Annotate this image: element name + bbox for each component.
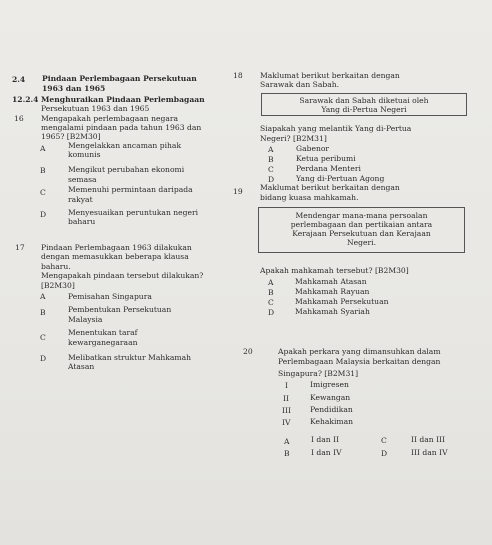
roman-numeral: I <box>285 381 288 390</box>
question-16-number: 16 <box>14 114 24 123</box>
option-text: Mahkamah Atasan <box>295 277 367 286</box>
subsection-number: 12.2.4 <box>12 95 39 104</box>
question-17-stem: dengan memasukkan beberapa klausa <box>41 252 189 261</box>
question-17-number: 17 <box>15 243 25 252</box>
question-18-stem: Negeri? [B2M31] <box>260 134 327 143</box>
item-text: Pendidikan <box>310 405 353 414</box>
option-letter: C <box>268 298 274 307</box>
option-text: baharu <box>68 217 96 226</box>
question-19-number: 19 <box>233 187 243 196</box>
option-letter: D <box>40 354 47 363</box>
item-text: Kewangan <box>310 393 351 402</box>
option-text: I dan II <box>311 435 340 444</box>
option-letter: A <box>40 292 46 301</box>
option-letter: D <box>40 210 47 219</box>
question-17-stem: baharu. <box>41 262 71 271</box>
question-17-stem: [B2M30] <box>41 281 75 290</box>
option-letter: B <box>268 288 274 297</box>
option-text: kewarganegaraan <box>68 338 138 347</box>
option-letter: A <box>40 144 46 153</box>
option-letter: C <box>381 436 387 445</box>
option-text: komunis <box>68 150 101 159</box>
option-text: II dan III <box>411 435 446 444</box>
subsection-title-line2: Persekutuan 1963 dan 1965 <box>41 104 150 113</box>
question-18-stem: Maklumat berikut berkaitan dengan <box>260 71 400 80</box>
option-text: Mahkamah Rayuan <box>295 287 370 296</box>
option-letter: C <box>40 188 46 197</box>
item-text: Imigresen <box>310 380 349 389</box>
option-letter: D <box>268 308 275 317</box>
question-16-stem: Mengapakah perlembagaan negara <box>41 114 179 123</box>
question-20-stem: Apakah perkara yang dimansuhkan dalam <box>278 347 441 356</box>
option-letter: C <box>268 165 274 174</box>
info-box-line: Sarawak dan Sabah diketuai oleh <box>299 96 429 105</box>
option-text: Perdana Menteri <box>296 164 361 173</box>
question-16-stem: mengalami pindaan pada tahun 1963 dan <box>41 123 202 132</box>
option-text: Pembentukan Persekutuan <box>68 305 172 314</box>
option-letter: D <box>268 175 275 184</box>
option-text: I dan IV <box>311 448 342 457</box>
option-letter: A <box>268 145 274 154</box>
option-letter: B <box>40 166 46 175</box>
option-letter: D <box>381 449 388 458</box>
option-text: Mahkamah Persekutuan <box>295 297 389 306</box>
subsection-title: Menghuraikan Pindaan Perlembagaan <box>41 95 205 104</box>
option-text: Menyesuaikan peruntukan negeri <box>68 208 199 217</box>
option-letter: B <box>284 449 290 458</box>
section-title-line2: 1963 dan 1965 <box>42 84 106 93</box>
info-box-line: Negeri. <box>347 238 376 247</box>
question-19-stem: Maklumat berikut berkaitan dengan <box>260 183 400 192</box>
question-17-stem: Pindaan Perlembagaan 1963 dilakukan <box>41 243 192 252</box>
question-18-stem: Sarawak dan Sabah. <box>260 80 340 89</box>
option-text: Mengelakkan ancaman pihak <box>68 141 182 150</box>
option-letter: B <box>40 308 46 317</box>
roman-numeral: II <box>283 394 289 403</box>
question-19-stem: Apakah mahkamah tersebut? [B2M30] <box>260 266 409 275</box>
option-letter: C <box>40 333 46 342</box>
option-text: Pemisahan Singapura <box>68 292 152 301</box>
option-text: Melibatkan struktur Mahkamah <box>68 353 191 362</box>
option-text: III dan IV <box>411 448 448 457</box>
question-18-number: 18 <box>233 71 243 80</box>
question-20-stem: Perlembagaan Malaysia berkaitan dengan <box>278 357 441 366</box>
option-letter: A <box>284 437 290 446</box>
question-17-stem: Mengapakah pindaan tersebut dilakukan? <box>41 271 204 280</box>
option-text: Gabenor <box>296 144 330 153</box>
section-number: 2.4 <box>12 75 26 84</box>
question-18-stem: Siapakah yang melantik Yang di-Pertua <box>260 124 412 133</box>
option-text: Atasan <box>68 362 95 371</box>
info-box-line: Kerajaan Persekutuan dan Kerajaan <box>292 229 431 238</box>
info-box-line: Mendengar mana-mana persoalan <box>295 211 428 220</box>
option-text: rakyat <box>68 195 93 204</box>
info-box <box>258 207 465 253</box>
option-letter: A <box>268 278 274 287</box>
option-text: Yang di-Pertuan Agong <box>296 174 385 183</box>
info-box-line: Yang di-Pertua Negeri <box>321 105 407 114</box>
option-text: Ketua peribumi <box>296 154 356 163</box>
option-text: Mahkamah Syariah <box>295 307 370 316</box>
info-box-line: perlembagaan dan pertikaian antara <box>290 220 433 229</box>
option-letter: B <box>268 155 274 164</box>
option-text: Memenuhi permintaan daripada <box>68 185 193 194</box>
question-20-number: 20 <box>243 347 253 356</box>
item-text: Kehakiman <box>310 417 354 426</box>
question-16-stem: 1965? [B2M30] <box>41 132 101 141</box>
section-title: Pindaan Perlembagaan Persekutuan <box>42 74 197 83</box>
question-20-stem: Singapura? [B2M31] <box>278 369 359 378</box>
option-text: Menentukan taraf <box>68 328 138 337</box>
option-text: Malaysia <box>68 315 103 324</box>
info-box <box>261 93 467 116</box>
option-text: semasa <box>68 175 97 184</box>
roman-numeral: IV <box>282 418 291 427</box>
option-text: Mengikut perubahan ekonomi <box>68 165 185 174</box>
question-19-stem: bidang kuasa mahkamah. <box>260 193 359 202</box>
roman-numeral: III <box>282 406 291 415</box>
